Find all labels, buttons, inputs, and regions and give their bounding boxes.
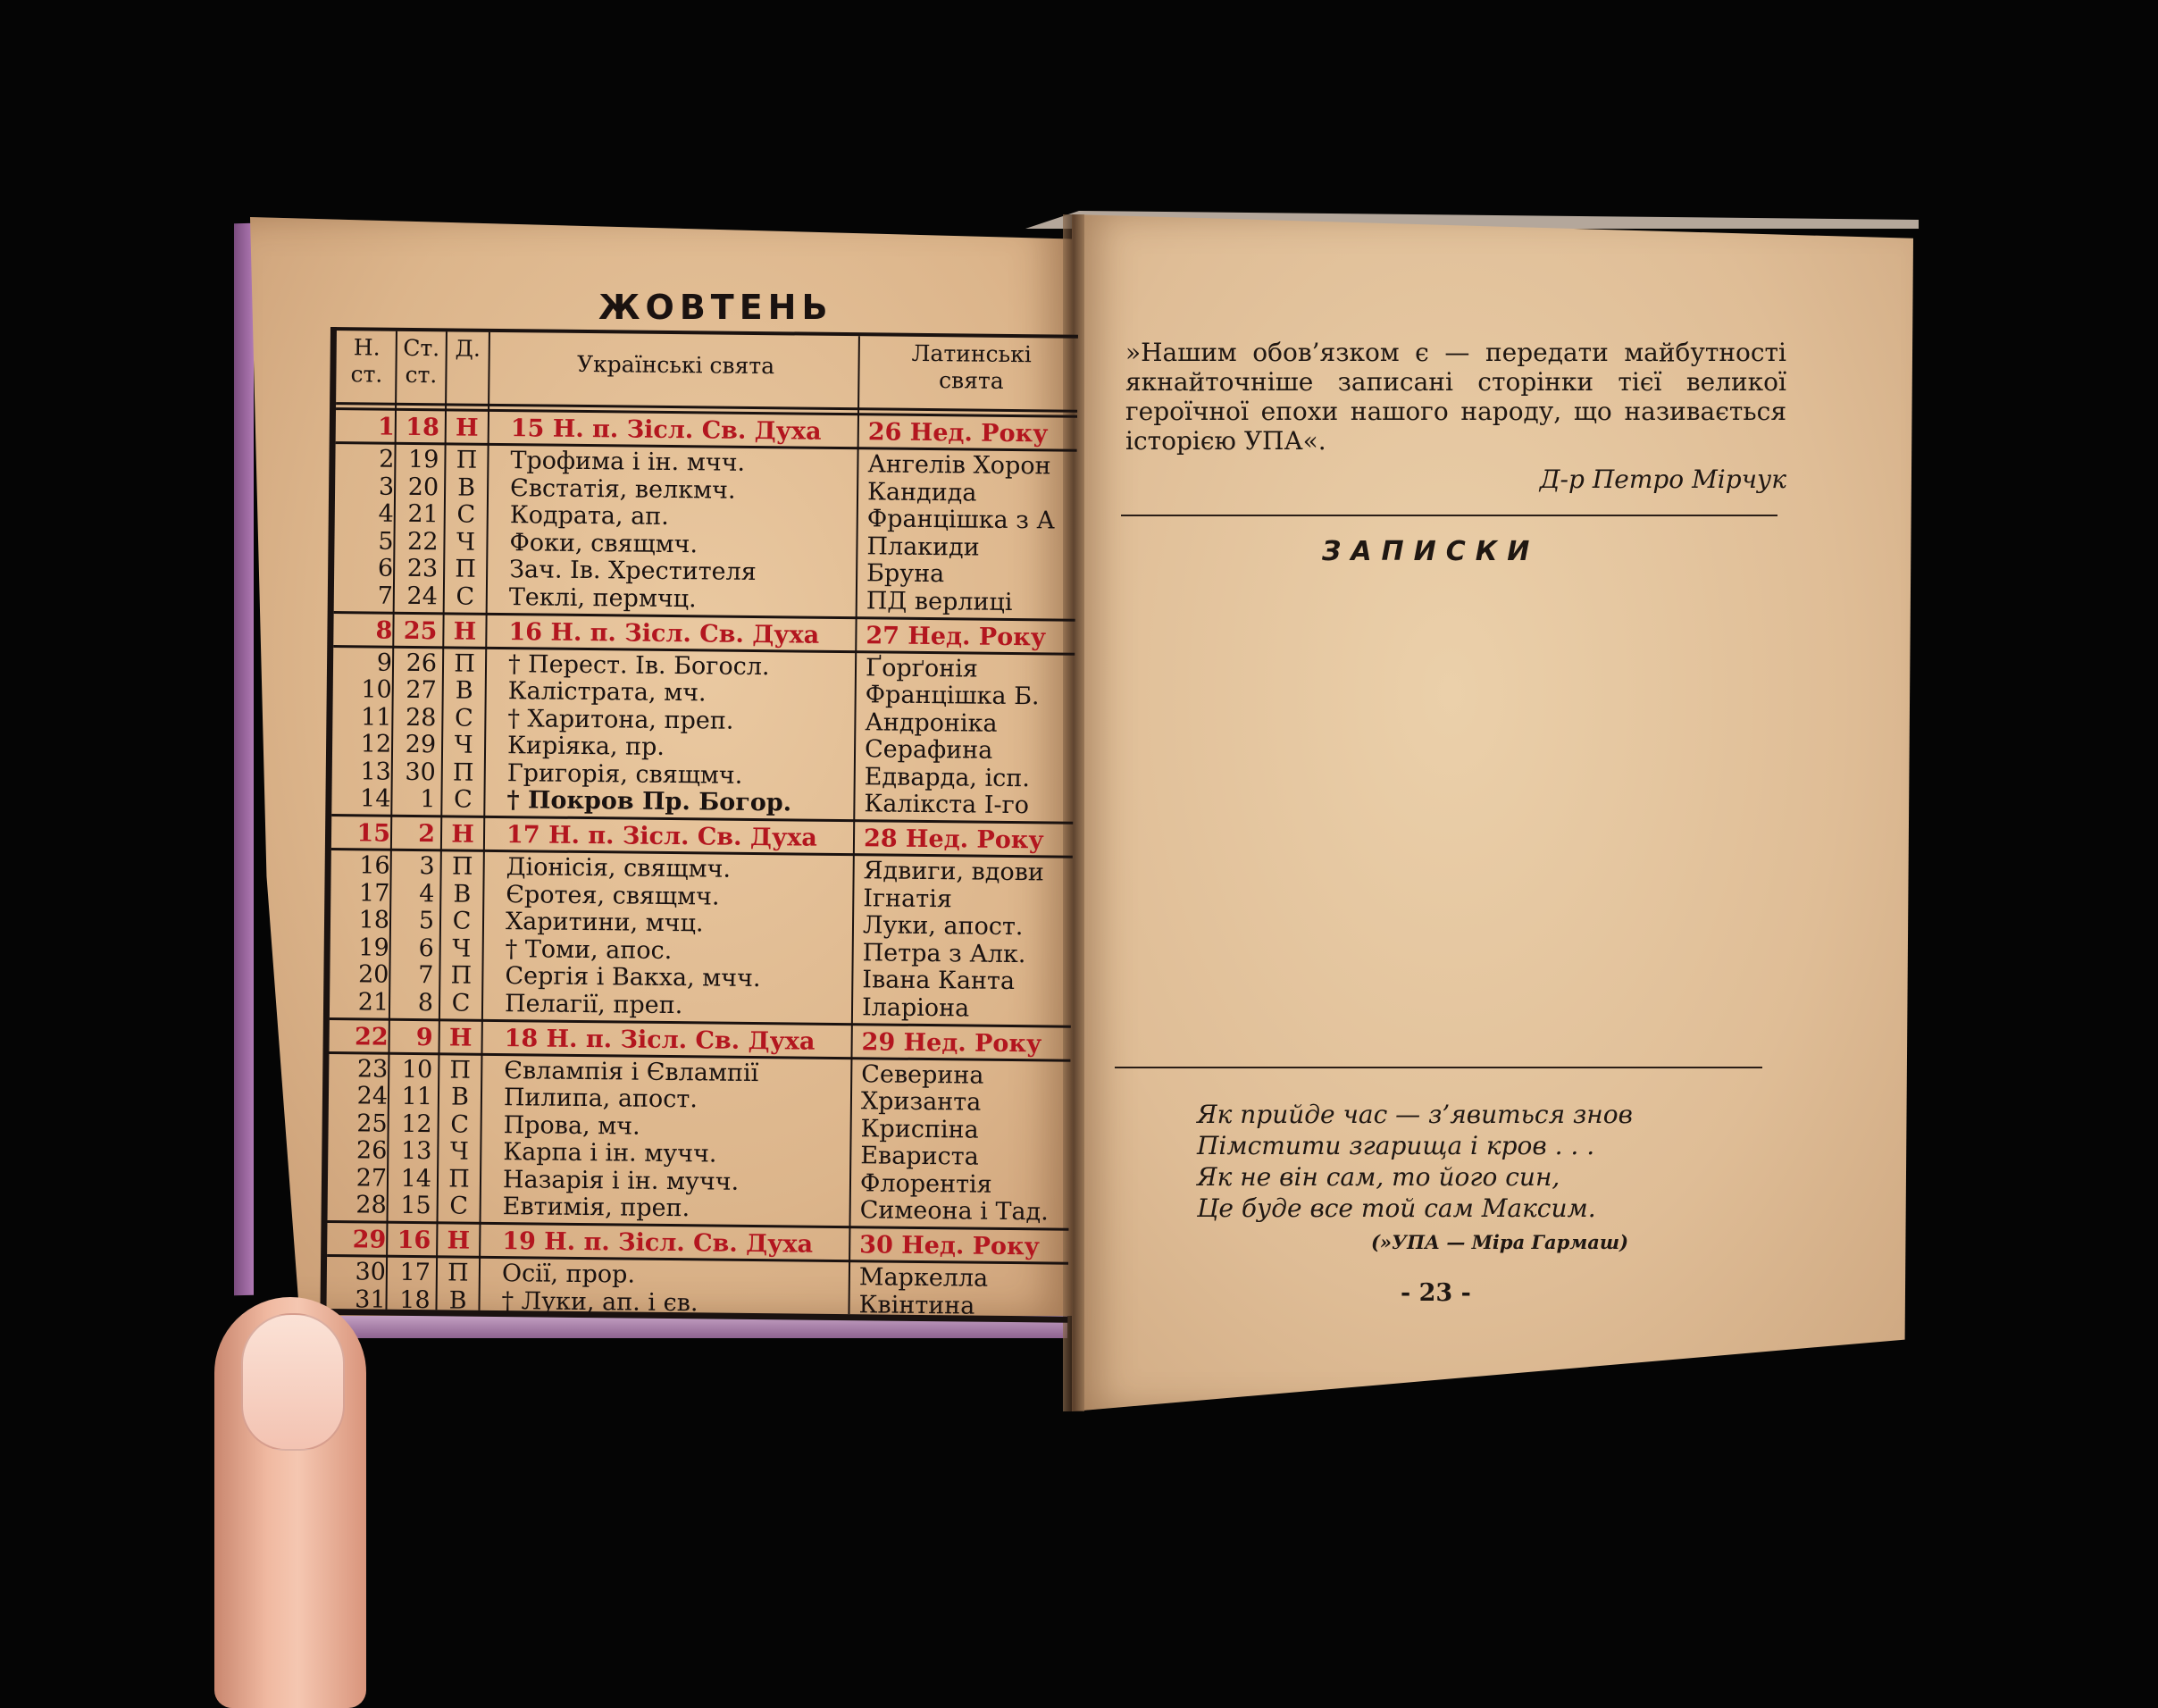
calendar-row-sunday bbox=[329, 1017, 1070, 1062]
cell-weekday: С bbox=[451, 988, 471, 1017]
cell-ukrainian-holiday: 17 Н. п. Зісл. Св. Духа bbox=[506, 821, 817, 852]
cell-weekday: П bbox=[452, 758, 474, 787]
cell-new-style-date: 29 bbox=[352, 1226, 387, 1254]
cell-new-style-date: 23 bbox=[356, 1054, 389, 1084]
cell-old-style-date: 16 bbox=[397, 1226, 431, 1255]
cell-ukrainian-holiday: † Харитона, преп. bbox=[507, 704, 734, 735]
header-latin-holidays bbox=[868, 339, 1075, 395]
header-latin-line1: Латинські bbox=[911, 339, 1032, 368]
header-old-style bbox=[397, 335, 446, 389]
cell-new-style-date: 30 bbox=[355, 1258, 387, 1286]
cell-new-style-date: 19 bbox=[358, 933, 389, 962]
poem-line: Як не він сам, то його син, bbox=[1197, 1162, 1560, 1192]
cell-old-style-date: 9 bbox=[415, 1023, 433, 1051]
cell-old-style-date: 5 bbox=[418, 907, 435, 935]
cell-latin-holiday: Флорентія bbox=[859, 1168, 992, 1199]
poem-source: (»УПА — Міра Гармаш) bbox=[1371, 1231, 1629, 1253]
cell-new-style-date: 11 bbox=[360, 702, 392, 732]
cell-new-style-date: 31 bbox=[355, 1285, 386, 1314]
cell-new-style-date: 14 bbox=[359, 784, 391, 813]
cell-ukrainian-holiday: Фоки, свящмч. bbox=[509, 528, 698, 558]
cell-weekday: П bbox=[447, 1259, 469, 1287]
cell-weekday: П bbox=[455, 555, 477, 583]
cell-old-style-date: 18 bbox=[406, 413, 439, 442]
cell-new-style-date: 16 bbox=[359, 851, 390, 880]
cell-weekday: П bbox=[451, 852, 473, 881]
notes-title: ЗАПИСКИ bbox=[1322, 536, 1540, 567]
cell-old-style-date: 11 bbox=[401, 1082, 433, 1111]
cell-old-style-date: 4 bbox=[419, 879, 435, 908]
cell-new-style-date: 4 bbox=[378, 499, 394, 528]
cell-ukrainian-holiday: Киріяка, пр. bbox=[506, 732, 665, 761]
cell-new-style-date: 27 bbox=[355, 1163, 388, 1193]
cell-latin-holiday: 26 Нед. Року bbox=[867, 418, 1049, 448]
cell-weekday: С bbox=[453, 785, 473, 814]
cell-weekday: Ч bbox=[452, 934, 472, 963]
cell-old-style-date: 10 bbox=[401, 1055, 433, 1084]
cell-weekday: В bbox=[450, 1083, 470, 1111]
cell-ukrainian-holiday: Теклі, пермчц. bbox=[508, 582, 697, 613]
cell-ukrainian-holiday: 16 Н. п. Зісл. Св. Духа bbox=[508, 617, 820, 649]
cell-ukrainian-holiday: † Покров Пр. Богор. bbox=[506, 786, 792, 817]
cell-ukrainian-holiday: Єротея, свящмч. bbox=[506, 880, 720, 911]
cell-old-style-date: 19 bbox=[407, 445, 439, 474]
cell-weekday: Ч bbox=[454, 731, 473, 759]
cell-ukrainian-holiday: Осії, прор. bbox=[501, 1260, 636, 1289]
calendar-row-sunday bbox=[331, 814, 1073, 858]
cell-new-style-date: 21 bbox=[357, 987, 389, 1017]
cell-weekday: В bbox=[457, 473, 476, 502]
calendar-row-sunday bbox=[327, 1220, 1068, 1265]
cell-weekday: С bbox=[456, 500, 476, 529]
cell-weekday: П bbox=[449, 1055, 472, 1084]
poem bbox=[1197, 1099, 1751, 1224]
cell-new-style-date: 10 bbox=[361, 675, 392, 704]
cell-new-style-date: 20 bbox=[357, 960, 389, 989]
cell-new-style-date: 6 bbox=[377, 554, 394, 582]
cell-old-style-date: 17 bbox=[399, 1258, 431, 1287]
header-day: Д. bbox=[455, 335, 481, 362]
cell-old-style-date: 21 bbox=[407, 499, 439, 529]
cell-latin-holiday: Симеона і Тад. bbox=[859, 1196, 1049, 1227]
cell-latin-holiday: Маркелла bbox=[858, 1263, 989, 1293]
cell-new-style-date: 17 bbox=[358, 878, 390, 908]
cell-latin-holiday: Ігнатія bbox=[863, 883, 953, 913]
cell-ukrainian-holiday: Євлампія і Євлампії bbox=[504, 1056, 759, 1087]
cell-weekday: С bbox=[450, 1109, 470, 1139]
cell-latin-holiday: Ядвиги, вдови bbox=[863, 857, 1045, 887]
cell-latin-holiday: 29 Нед. Року bbox=[861, 1027, 1042, 1058]
cell-old-style-date: 28 bbox=[405, 703, 437, 732]
cell-new-style-date: 9 bbox=[376, 649, 393, 677]
cell-new-style-date: 18 bbox=[358, 906, 390, 934]
cell-ukrainian-holiday: † Перест. Ів. Богосл. bbox=[507, 649, 770, 681]
cell-old-style-date: 23 bbox=[406, 554, 439, 583]
cell-ukrainian-holiday: Евтимія, преп. bbox=[502, 1193, 690, 1223]
cell-weekday: П bbox=[454, 649, 475, 678]
cell-old-style-date: 18 bbox=[399, 1285, 431, 1314]
cell-old-style-date: 2 bbox=[418, 820, 436, 849]
cell-latin-holiday: Бруна bbox=[866, 559, 945, 589]
cell-weekday: Н bbox=[448, 1023, 473, 1052]
cell-old-style-date: 15 bbox=[400, 1191, 431, 1220]
cell-old-style-date: 20 bbox=[407, 473, 439, 501]
page-edge-left bbox=[234, 223, 254, 1295]
cell-latin-holiday: Едварда, ісп. bbox=[864, 762, 1031, 792]
cell-old-style-date: 1 bbox=[420, 785, 436, 814]
cell-old-style-date: 8 bbox=[417, 988, 434, 1017]
cell-new-style-date: 26 bbox=[355, 1136, 388, 1165]
poem-line: Як прийде час — з’явиться знов bbox=[1197, 1100, 1633, 1129]
cell-old-style-date: 3 bbox=[419, 852, 435, 881]
cell-old-style-date: 7 bbox=[418, 961, 434, 990]
cell-latin-holiday: Калікста I-го bbox=[864, 790, 1030, 820]
cell-weekday: В bbox=[448, 1285, 467, 1315]
cell-new-style-date: 3 bbox=[378, 473, 395, 501]
cell-latin-holiday: Ґорґонія bbox=[865, 653, 979, 683]
cell-new-style-date: 8 bbox=[375, 616, 393, 645]
cell-latin-holiday: Плакиди bbox=[866, 532, 980, 562]
calendar-row-sunday bbox=[333, 611, 1075, 656]
cell-latin-holiday: Северина bbox=[861, 1059, 984, 1090]
cell-ukrainian-holiday: Євстатія, велкмч. bbox=[509, 473, 736, 505]
quote-author: Д-р Петро Мірчук bbox=[1539, 465, 1786, 494]
month-title: ЖОВТЕНЬ bbox=[598, 288, 833, 327]
cell-weekday: С bbox=[454, 703, 473, 733]
cell-weekday: С bbox=[456, 582, 475, 611]
cell-old-style-date: 12 bbox=[401, 1109, 432, 1138]
cell-new-style-date: 28 bbox=[355, 1191, 387, 1219]
cell-ukrainian-holiday: Кодрата, ап. bbox=[509, 501, 669, 531]
cell-ukrainian-holiday: Карпа і ін. мучч. bbox=[503, 1138, 717, 1168]
cell-ukrainian-holiday: † Луки, ап. і єв. bbox=[501, 1286, 698, 1317]
cell-ukrainian-holiday: Трофима і ін. мчч. bbox=[510, 447, 746, 477]
cell-latin-holiday: Францішка Б. bbox=[865, 681, 1040, 711]
calendar-table bbox=[320, 327, 1078, 1323]
cell-latin-holiday: Ангелів Хорон bbox=[867, 450, 1051, 481]
cell-old-style-date: 13 bbox=[400, 1136, 432, 1166]
cell-new-style-date: 12 bbox=[360, 730, 392, 758]
cell-new-style-date: 5 bbox=[378, 527, 394, 556]
cell-latin-holiday: Луки, апост. bbox=[862, 911, 1024, 942]
cell-weekday: Н bbox=[453, 616, 477, 646]
cell-ukrainian-holiday: † Томи, апос. bbox=[505, 934, 673, 965]
page-number: - 23 - bbox=[1401, 1279, 1471, 1307]
cell-ukrainian-holiday: Григорія, свящмч. bbox=[506, 758, 743, 790]
cell-old-style-date: 27 bbox=[406, 675, 437, 705]
cell-latin-holiday: Серафина bbox=[864, 735, 993, 765]
cell-ukrainian-holiday: Калістрата, мч. bbox=[507, 677, 707, 707]
header-old-style-line1: Ст. bbox=[403, 334, 440, 362]
cell-latin-holiday: Францішка з А bbox=[866, 505, 1056, 535]
header-new-style bbox=[339, 334, 394, 389]
cell-old-style-date: 22 bbox=[406, 527, 439, 556]
cell-old-style-date: 29 bbox=[405, 730, 437, 759]
cell-ukrainian-holiday: 19 Н. п. Зісл. Св. Духа bbox=[502, 1227, 814, 1259]
cell-new-style-date: 24 bbox=[356, 1082, 389, 1110]
cell-ukrainian-holiday: 15 Н. п. Зісл. Св. Духа bbox=[510, 414, 822, 446]
cell-weekday: Н bbox=[447, 1227, 471, 1255]
cell-weekday: Ч bbox=[456, 527, 476, 557]
cell-latin-holiday: ПД верлиці bbox=[866, 586, 1013, 616]
cell-old-style-date: 26 bbox=[406, 649, 438, 677]
cell-ukrainian-holiday: Зач. Ів. Хрестителя bbox=[509, 556, 757, 587]
cell-latin-holiday: Хризанта bbox=[860, 1087, 982, 1117]
cell-weekday: Н bbox=[451, 820, 474, 849]
cell-new-style-date: 22 bbox=[354, 1022, 389, 1051]
divider-rule bbox=[1121, 515, 1777, 516]
cell-old-style-date: 25 bbox=[403, 616, 438, 645]
cell-new-style-date: 2 bbox=[379, 445, 395, 473]
cell-latin-holiday: Петра з Алк. bbox=[862, 938, 1026, 968]
cell-ukrainian-holiday: Харитини, мчц. bbox=[505, 908, 704, 938]
cell-old-style-date: 6 bbox=[418, 934, 434, 962]
cell-latin-holiday: Кандида bbox=[866, 477, 977, 507]
cell-latin-holiday: Андроніка bbox=[865, 707, 998, 738]
poem-line: Це буде все той сам Максим. bbox=[1197, 1193, 1596, 1223]
cell-latin-holiday: Квінтина bbox=[858, 1290, 975, 1320]
header-new-style-line2: ст. bbox=[350, 361, 383, 388]
cell-ukrainian-holiday: 18 Н. п. Зісл. Св. Духа bbox=[504, 1024, 816, 1056]
cell-new-style-date: 7 bbox=[377, 582, 394, 610]
cell-weekday: П bbox=[450, 961, 473, 990]
cell-ukrainian-holiday: Діонісія, свящмч. bbox=[506, 853, 732, 883]
cell-weekday: С bbox=[449, 1192, 469, 1220]
cell-latin-holiday: 28 Нед. Року bbox=[863, 825, 1044, 855]
cell-latin-holiday: Івана Канта bbox=[862, 966, 1016, 996]
cell-weekday: В bbox=[455, 676, 473, 705]
cell-weekday: П bbox=[456, 446, 478, 474]
quote-text: »Нашим обов’язком є — передати майбутності якнайточніше записані сторінки тієї великої героїчної епохи нашого народу, що називається історією УПА«. bbox=[1125, 338, 1786, 456]
cell-new-style-date: 1 bbox=[377, 413, 395, 441]
cell-weekday: Ч bbox=[449, 1137, 469, 1166]
fingernail bbox=[241, 1313, 345, 1451]
cell-ukrainian-holiday: Сергія і Вакха, мчч. bbox=[505, 962, 761, 993]
cell-ukrainian-holiday: Пилипа, апост. bbox=[503, 1084, 698, 1114]
cell-old-style-date: 24 bbox=[406, 582, 439, 610]
cell-ukrainian-holiday: Пелагії, преп. bbox=[504, 989, 683, 1019]
header-latin-line2: свята bbox=[938, 367, 1004, 394]
calendar-row-sunday bbox=[336, 407, 1077, 452]
cell-new-style-date: 15 bbox=[356, 819, 391, 848]
cell-weekday: В bbox=[453, 879, 472, 908]
divider-rule bbox=[1115, 1067, 1762, 1068]
cell-latin-holiday: Іларіона bbox=[861, 992, 970, 1023]
header-ukrainian-holidays: Українські свята bbox=[576, 350, 775, 380]
cell-old-style-date: 30 bbox=[405, 758, 436, 786]
cell-latin-holiday: Криспіна bbox=[860, 1114, 979, 1144]
cell-new-style-date: 13 bbox=[360, 757, 391, 786]
header-new-style-line1: Н. bbox=[353, 334, 381, 361]
poem-line: Пімстити згарища і кров . . . bbox=[1197, 1131, 1595, 1160]
cell-weekday: С bbox=[452, 907, 472, 935]
cell-ukrainian-holiday: Прова, мч. bbox=[503, 1110, 640, 1141]
cell-weekday: Н bbox=[455, 414, 479, 442]
cell-new-style-date: 25 bbox=[356, 1109, 388, 1138]
cell-old-style-date: 14 bbox=[400, 1164, 432, 1193]
cell-weekday: П bbox=[448, 1164, 470, 1193]
cell-latin-holiday: 30 Нед. Року bbox=[859, 1231, 1040, 1261]
cell-latin-holiday: 27 Нед. Року bbox=[866, 621, 1047, 651]
header-old-style-line2: ст. bbox=[405, 361, 438, 389]
cell-ukrainian-holiday: Назарія і ін. мучч. bbox=[502, 1165, 740, 1196]
cell-latin-holiday: Евариста bbox=[860, 1142, 979, 1171]
